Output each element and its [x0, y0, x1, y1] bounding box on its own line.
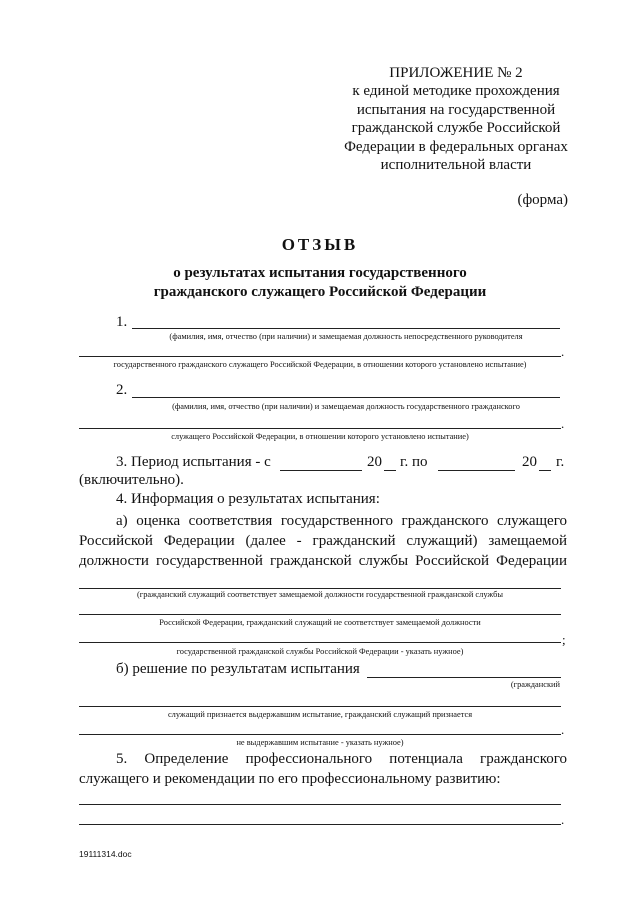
appendix-title: ПРИЛОЖЕНИЕ № 2	[389, 65, 523, 81]
document-subtitle	[0, 264, 640, 301]
appendix-line: исполнительной власти	[380, 157, 532, 174]
item3-inclusive: (включительно).	[79, 472, 184, 488]
appendix-header	[340, 64, 572, 174]
item4a-fill-line-3[interactable]	[79, 642, 561, 643]
appendix-line: к единой методике прохождения	[352, 83, 560, 100]
item1-caption: (фамилия, имя, отчество (при наличии) и замещаемая должность непосредственного руководителя	[169, 332, 523, 341]
item5-end-mark: .	[561, 812, 565, 827]
year-fill-2[interactable]	[539, 470, 551, 471]
period-start-line[interactable]	[280, 470, 362, 471]
item4-heading: 4. Информация о результатах испытания:	[116, 491, 380, 507]
item1-fill-line[interactable]	[132, 328, 560, 329]
document-title: ОТЗЫВ	[281, 235, 359, 254]
appendix-line: гражданской службе Российской	[351, 120, 561, 137]
item4a-line: Российской Федерации (далее - гражданский служащий) замещаемой	[79, 533, 567, 549]
item4a-caption: (гражданский служащий соответствует замещаемой должности государственной гражданской службы	[137, 590, 503, 599]
item4b-fill-line[interactable]	[367, 677, 561, 678]
form-label: (форма)	[517, 192, 568, 208]
item4b-fill-line-3[interactable]	[79, 734, 561, 735]
item1-end-mark: .	[561, 344, 565, 359]
item4a-line: а) оценка соответствия государственного гражданского служащего	[116, 513, 567, 529]
item4a-caption-2: Российской Федерации, гражданский служащий не соответствует замещаемой должности	[159, 618, 481, 627]
item4a-end-mark: ;	[562, 632, 566, 647]
item3-tail: г.	[556, 454, 565, 470]
year-prefix-1: 20	[367, 454, 382, 470]
item4b-caption-3: не выдержавшим испытание - указать нужное)	[236, 738, 404, 747]
item2-end-mark: .	[561, 416, 565, 431]
item1-fill-line-2[interactable]	[79, 356, 561, 357]
item4a-caption-3: государственной гражданской службы Российской Федерации - указать нужное)	[176, 647, 464, 656]
year-prefix-2: 20	[522, 454, 537, 470]
item5-fill-line[interactable]	[79, 804, 561, 805]
item2-caption-2: служащего Российской Федерации, в отношении которого установлено испытание)	[171, 432, 469, 441]
item5-line: служащего и рекомендации по его профессиональному развитию:	[79, 771, 501, 787]
item5-line: 5. Определение профессионального потенциала гражданского	[116, 751, 567, 767]
item3-lead: 3. Период испытания - с	[116, 454, 271, 470]
item1-caption-2: государственного гражданского служащего Российской Федерации, в отношении которого установлено испытание)	[113, 360, 527, 369]
item4a-fill-line-2[interactable]	[79, 614, 561, 615]
year-fill-1[interactable]	[384, 470, 396, 471]
item4b-fill-line-2[interactable]	[79, 706, 561, 707]
period-end-line[interactable]	[438, 470, 515, 471]
item4b-caption-2: служащий признается выдержавшим испытание, гражданский служащий признается	[167, 710, 473, 719]
item2-fill-line[interactable]	[132, 397, 560, 398]
item1-number: 1.	[116, 314, 128, 330]
item4a-line: должности государственной гражданской службы Российской Федерации	[79, 553, 567, 569]
item4b-caption: (гражданский	[510, 680, 560, 689]
file-name: 19111314.doc	[79, 849, 132, 859]
appendix-line: Федерации в федеральных органах	[344, 138, 568, 155]
item4b-text: б) решение по результатам испытания	[116, 661, 360, 677]
item4b-end-mark: .	[561, 722, 565, 737]
item4a-fill-line[interactable]	[79, 588, 561, 589]
item2-caption: (фамилия, имя, отчество (при наличии) и замещаемая должность государственного гражданского	[172, 402, 520, 411]
subtitle-line: о результатах испытания государственного	[173, 265, 467, 281]
item2-fill-line-2[interactable]	[79, 428, 561, 429]
appendix-line: испытания на государственной	[356, 101, 556, 118]
subtitle-line: гражданского служащего Российской Федерации	[153, 283, 487, 300]
item3-mid: г. по	[400, 454, 428, 470]
item5-fill-line-2[interactable]	[79, 824, 561, 825]
item2-number: 2.	[116, 382, 128, 398]
